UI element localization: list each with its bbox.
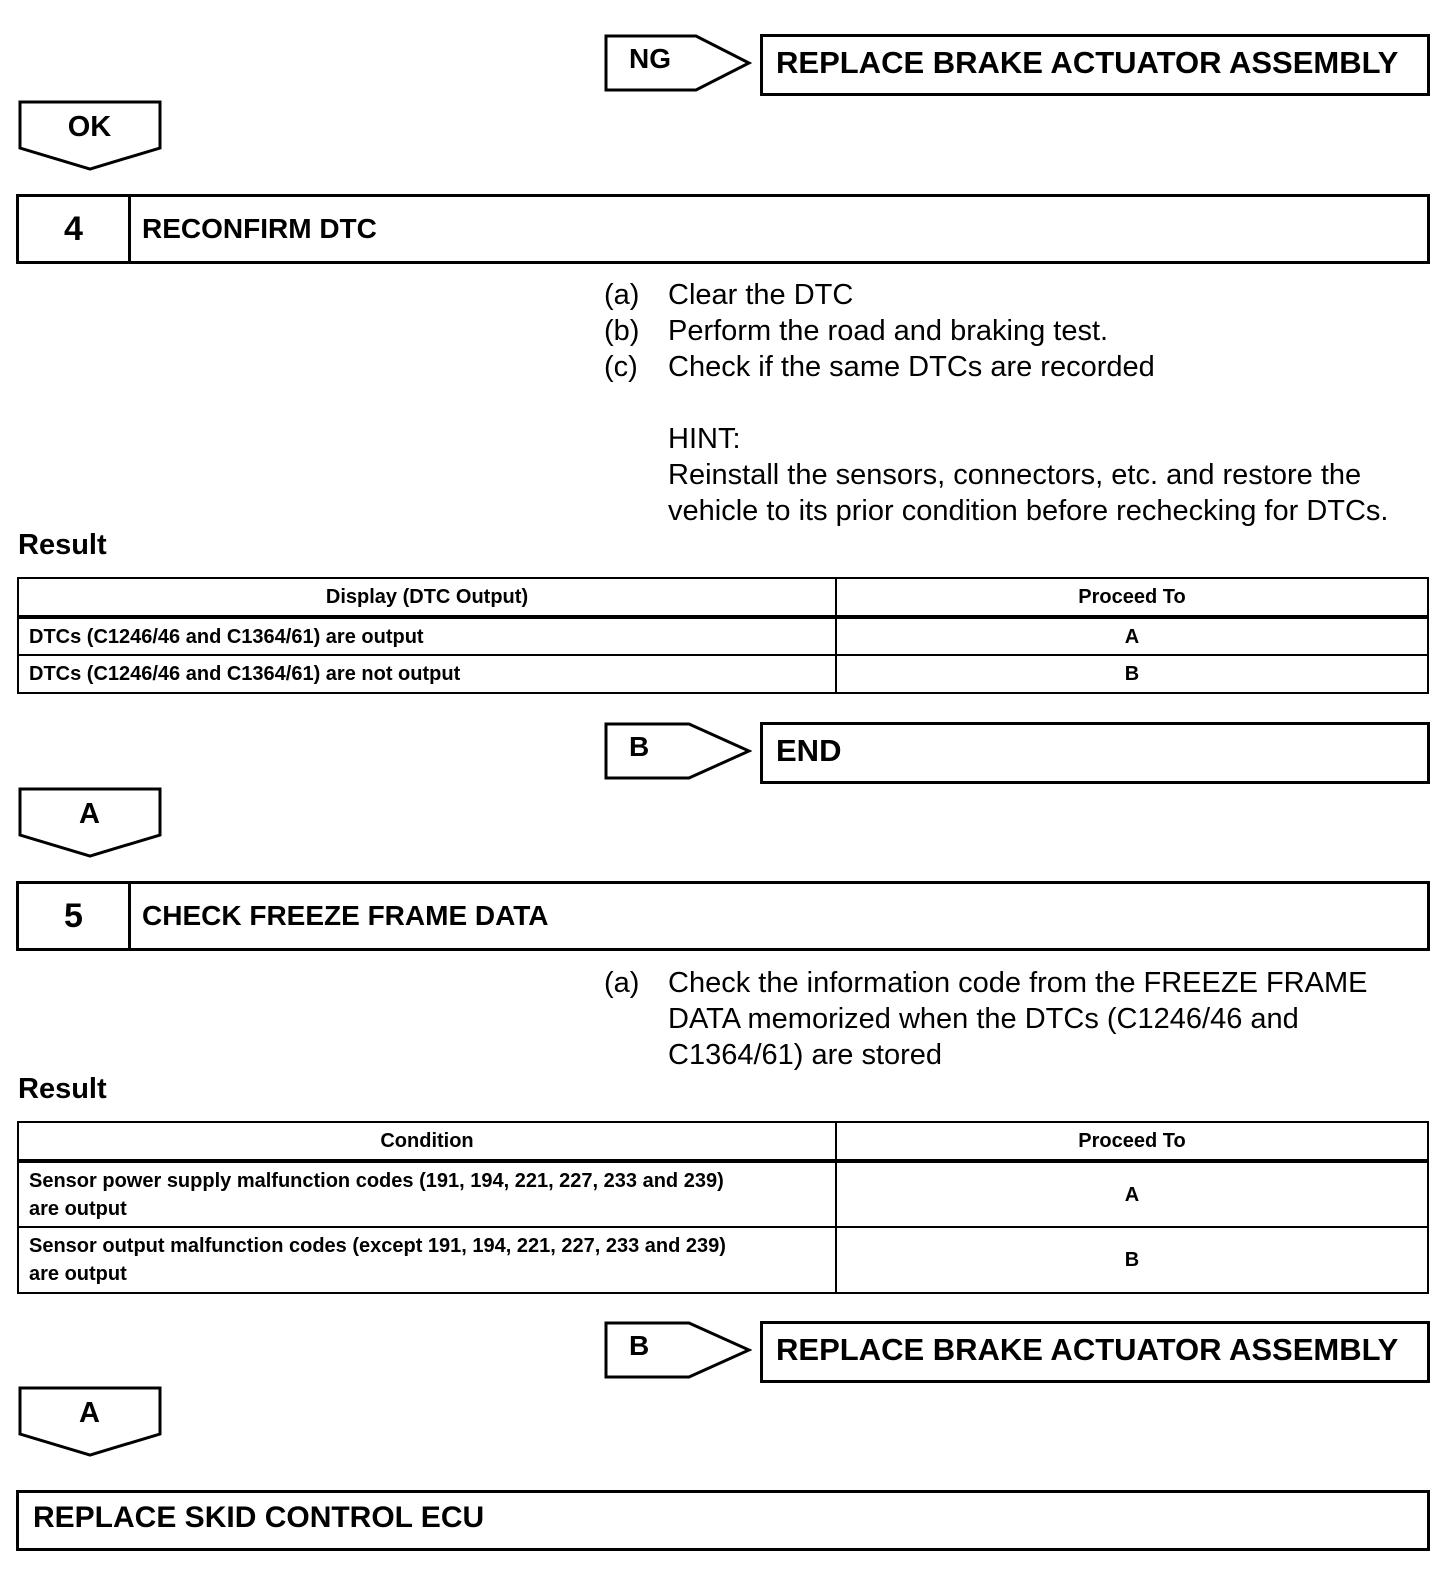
table-row [18, 1161, 1428, 1227]
table-row [18, 1227, 1428, 1293]
step-4-instructions [604, 277, 1434, 529]
table-cell: Sensor output malfunction codes (except 191, 194, 221, 227, 233 and 239) are output [18, 1227, 836, 1293]
ng-branch-arrow [604, 34, 752, 92]
instruction-item: (b) Perform the road and braking test. [604, 315, 1109, 347]
chevron-label: A [79, 798, 100, 830]
replace-brake-actuator-box: REPLACE BRAKE ACTUATOR ASSEMBLY [760, 34, 1430, 96]
step-title: RECONFIRM DTC [142, 213, 377, 244]
result-label: Result [18, 1073, 107, 1105]
right-arrow-icon [604, 34, 752, 92]
instruction-item: (c) Check if the same DTCs are recorded [604, 351, 1155, 383]
column-header: Condition [18, 1122, 836, 1161]
step-title: CHECK FREEZE FRAME DATA [142, 900, 549, 931]
table-cell: A [836, 1161, 1428, 1227]
a-down-arrow [18, 1386, 164, 1458]
a-down-arrow [18, 787, 164, 859]
chevron-label: A [79, 1397, 100, 1429]
replace-brake-actuator-box: REPLACE BRAKE ACTUATOR ASSEMBLY [760, 1321, 1430, 1383]
column-header: Display (DTC Output) [18, 578, 836, 617]
column-header: Proceed To [836, 1122, 1428, 1161]
replace-skid-control-ecu-box: REPLACE SKID CONTROL ECU [16, 1490, 1430, 1551]
table-row [18, 617, 1428, 655]
instruction-item: (a) Check the information code from the FREEZE FRAME DATA memorized when the DTCs (C1246/46 and C1364/61) are stored [604, 967, 1368, 1071]
dtc-result-table [17, 577, 1429, 694]
ok-down-arrow [18, 100, 164, 172]
right-arrow-icon [604, 722, 752, 780]
branch-label: B [629, 1330, 650, 1361]
hint-label: HINT: [668, 423, 741, 455]
table-header-row [18, 1122, 1428, 1161]
hint-block [604, 421, 1434, 529]
chevron-label: OK [67, 111, 112, 143]
branch-label: NG [629, 43, 671, 74]
hint-text-line: vehicle to its prior condition before rechecking for DTCs. [668, 495, 1389, 527]
step-5-instructions [604, 965, 1434, 1073]
step-4-header [16, 194, 1430, 264]
table-cell: Sensor power supply malfunction codes (191, 194, 221, 227, 233 and 239) are output [18, 1161, 836, 1227]
table-header-row [18, 578, 1428, 617]
b-branch-arrow [604, 1321, 752, 1379]
right-arrow-icon [604, 1321, 752, 1379]
step-number: 5 [19, 884, 131, 948]
result-label: Result [18, 529, 107, 561]
end-box: END [760, 722, 1430, 784]
table-row [18, 655, 1428, 693]
freeze-frame-result-table [17, 1121, 1429, 1294]
table-cell: DTCs (C1246/46 and C1364/61) are output [18, 617, 836, 655]
table-cell: B [836, 1227, 1428, 1293]
b-branch-arrow [604, 722, 752, 780]
branch-label: B [629, 731, 650, 762]
table-cell: DTCs (C1246/46 and C1364/61) are not output [18, 655, 836, 693]
column-header: Proceed To [836, 578, 1428, 617]
step-5-header [16, 881, 1430, 951]
table-cell: B [836, 655, 1428, 693]
instruction-item: (a) Clear the DTC [604, 279, 854, 311]
step-number: 4 [19, 197, 131, 261]
table-cell: A [836, 617, 1428, 655]
hint-text-line: Reinstall the sensors, connectors, etc. and restore the [668, 459, 1362, 491]
